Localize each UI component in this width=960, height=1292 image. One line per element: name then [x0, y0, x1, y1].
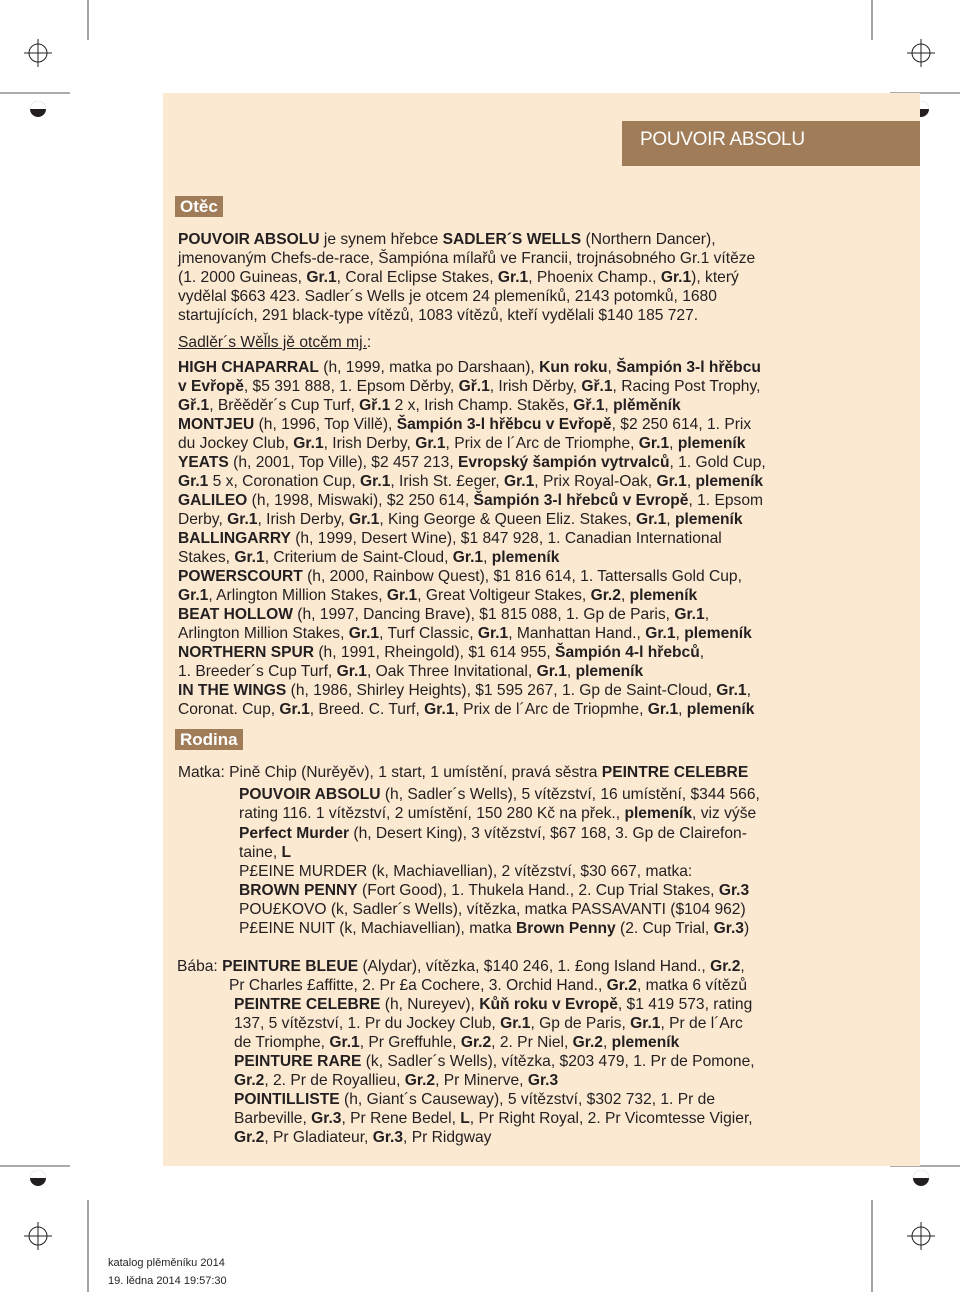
sire-intro-text: jmenovaným Chefs-de-race, Šampióna mílařů ve Francii, trojnásobného Gr.1 vítěze [178, 250, 756, 267]
granddam-line-text: , 2. Pr de Royallieu, [264, 1072, 405, 1089]
sire-progeny-text: BALLINGARRY [178, 530, 291, 547]
granddam-line-text: L [460, 1110, 470, 1127]
registration-mark-top-right [907, 39, 935, 67]
sire-progeny-text: , [669, 435, 678, 452]
sire-progeny-text: , [604, 397, 614, 414]
sire-progeny-text: plemeník [674, 511, 743, 528]
sire-sub-heading [178, 333, 371, 352]
granddam-line-text: PEINTURE RARE [234, 1053, 362, 1070]
sire-progeny-text: YEATS [178, 454, 229, 471]
granddam-line-line [234, 1033, 679, 1052]
sire-progeny-text: (h, 1998, Miswaki), $2 250 614, [247, 492, 474, 509]
sire-progeny-text: Derby, [178, 511, 228, 528]
sire-progeny-text: Gř.1 [573, 397, 605, 414]
sire-progeny-text: , Breed. C. Turf, [309, 701, 425, 718]
granddam-line-text: POINTILLISTE [234, 1091, 340, 1108]
sire-progeny-text: , Manhattan Hand., [508, 625, 646, 642]
sire-intro-text: SADLER´S WELLS [442, 231, 582, 248]
dam-line-text: plemeník [624, 805, 693, 822]
sire-progeny-text: Gr.1 [656, 473, 687, 490]
sire-intro-text: , Coral Eclipse Stakes, [336, 269, 498, 286]
sire-progeny-text: Gr.1 [638, 435, 670, 452]
granddam-line-text: Pr Charles £affitte, 2. Pr £a Cochere, 3. Orchid Hand., [229, 977, 607, 994]
sire-progeny-text: BEAT HOLLOW [178, 606, 293, 623]
sire-progeny-text: Gr.1 [536, 663, 567, 680]
granddam-line-line [234, 1109, 753, 1128]
granddam-line-line [234, 1090, 715, 1109]
page-title: POUVOIR ABSOLU [640, 129, 805, 150]
sire-progeny-text: , Criterium de Saint-Cloud, [264, 549, 453, 566]
dam-line-line [239, 919, 749, 938]
sire-intro-text: startujících, 291 black-type vítězů, 1083 vítězů, kteří vydělali $140 185 727. [178, 307, 699, 324]
granddam-line-text: Gr.1 [500, 1015, 531, 1032]
granddam-line-text: , Pr Rene Bedel, [341, 1110, 461, 1127]
sire-progeny-text: , Prix de l´Arc de Triopmhe, [454, 701, 648, 718]
sire-progeny-line [178, 377, 760, 396]
sire-intro-text: (1. 2000 Guineas, [178, 269, 307, 286]
sire-progeny-line [178, 510, 743, 529]
sire-progeny-text: plemeník [686, 701, 755, 718]
sire-progeny-text: , Turf Classic, [379, 625, 478, 642]
dam-line-text: Matka: Pině Chip (Nurěyěv), 1 start, 1 umístění, pravá sěstra [178, 764, 602, 781]
granddam-line-text: Gr.3 [527, 1072, 559, 1089]
sire-progeny-text: Gr.1 [424, 701, 455, 718]
granddam-line-text: Barbeville, [234, 1110, 312, 1127]
sire-progeny-text: Kun roku [539, 359, 608, 376]
dam-line-text: (Fort Good), 1. Thukela Hand., 2. Cup Trial Stakes, [357, 882, 719, 899]
sire-progeny-line [178, 453, 766, 472]
sire-progeny-text: Coronat. Cup, [178, 701, 280, 718]
dam-line-text: Perfect Murder [239, 825, 350, 842]
sire-intro-text: ), který [691, 269, 739, 286]
granddam-line-line [234, 995, 752, 1014]
granddam-line-text: Gr.3 [311, 1110, 342, 1127]
sire-progeny-text: (h, 1986, Shirley Heights), $1 595 267, 1. Gp de Saint-Cloud, [286, 682, 717, 699]
sire-progeny-line [178, 700, 754, 719]
dam-line-line [239, 804, 756, 823]
granddam-line-text: de Triomphe, [234, 1034, 330, 1051]
sire-progeny-text: , [483, 549, 492, 566]
dam-line-text: taine, [239, 844, 282, 861]
granddam-line-text: , Pr Ridgway [403, 1129, 492, 1146]
sire-progeny-text: Šampión 3-l hřěbcu v Evřopě [396, 416, 612, 433]
sire-progeny-text: , Racing Post Trophy, [612, 378, 761, 395]
sire-progeny-text: IN THE WINGS [178, 682, 287, 699]
dam-line-line [239, 785, 760, 804]
granddam-line-text: , Pr Right Royal, 2. Pr Vicomtesse Vigier, [469, 1110, 753, 1127]
sire-progeny-text: , [699, 644, 705, 661]
granddam-line-text: Gr.2 [606, 977, 637, 994]
sire-progeny-line [178, 567, 742, 586]
sire-progeny-text: plemeník [491, 549, 560, 566]
sire-progeny-text: du Jockey Club, [178, 435, 294, 452]
sire-intro-text: (Northern Dancer), [581, 231, 716, 248]
granddam-line-text: , [740, 958, 745, 975]
sire-intro-text: je synem hřebce [319, 231, 443, 248]
sire-progeny-line [178, 548, 559, 567]
sire-progeny-text: Arlington Million Stakes, [178, 625, 349, 642]
granddam-line-text: Gr.2 [404, 1072, 436, 1089]
sire-progeny-line [178, 358, 761, 377]
sire-progeny-text: Gř.1 [359, 397, 391, 414]
sire-intro-text: , Phoenix Champ., [528, 269, 661, 286]
sire-progeny-text: Gr.1 [645, 625, 676, 642]
sire-progeny-text: 5 x, Coronation Cup, [208, 473, 361, 490]
sire-intro-line [178, 287, 717, 306]
sire-progeny-text: , Irish Děrby, [489, 378, 582, 395]
sire-progeny-text: Gr.1 [647, 701, 679, 718]
sire-progeny-text: Gr.1 [348, 625, 380, 642]
sire-intro-text: Gr.1 [306, 269, 337, 286]
sire-sub-heading-colon: : [366, 334, 372, 351]
sire-progeny-text: Gr.1 [452, 549, 484, 566]
sire-progeny-text: Gr.1 [336, 663, 367, 680]
sire-progeny-text: (h, 1999, matka po Darshaan), [318, 359, 540, 376]
dam-line-line [239, 824, 747, 843]
granddam-line-text: , Gp de Paris, [530, 1015, 631, 1032]
dam-line-text: POU£KOVO (k, Sadler´s Wells), vítězka, matka PASSAVANTI ($104 962) [239, 901, 746, 918]
sire-progeny-text: , [675, 625, 685, 642]
sire-progeny-text: , [704, 606, 710, 623]
sire-progeny-line [178, 605, 709, 624]
registration-mark-bottom-left [24, 1222, 52, 1250]
granddam-line-text: (k, Sadler´s Wells), vítězka, $203 479, 1. Pr de Pomone, [361, 1053, 755, 1070]
sire-progeny-text: Gr.1 [234, 549, 265, 566]
granddam-line-text: , $1 419 573, rating [617, 996, 753, 1013]
sire-progeny-text: plemeník [629, 587, 698, 604]
dam-line-text: BROWN PENNY [239, 882, 358, 899]
sire-progeny-text: , Arlington Million Stakes, [208, 587, 387, 604]
sire-progeny-text: HIGH CHAPARRAL [178, 359, 319, 376]
sire-progeny-text: (h, 2001, Top Ville), $2 457 213, [228, 454, 459, 471]
sire-progeny-text: Gr.1 [503, 473, 535, 490]
dam-line-line [239, 862, 692, 881]
section-label-family: Rodina [175, 729, 243, 750]
sire-progeny-text: (h, 2000, Rainbow Quest), $1 816 614, 1. Tattersalls Gold Cup, [302, 568, 742, 585]
sire-progeny-text: , [678, 701, 687, 718]
sire-progeny-text: Gr.2 [590, 587, 621, 604]
sire-progeny-text: , Prix de l´Arc de Triomphe, [445, 435, 639, 452]
sire-progeny-text: (h, 1999, Desert Wine), $1 847 928, 1. Canadian International [290, 530, 722, 547]
sire-progeny-text: Stakes, [178, 549, 235, 566]
sire-progeny-text: Šampión 3-l hřebců v Evropě [473, 492, 689, 509]
granddam-line-text: (Alydar), vítězka, $140 246, 1. £ong Island Hand., [358, 958, 711, 975]
sire-progeny-text: , Prix Royal-Oak, [534, 473, 657, 490]
sire-progeny-line [178, 415, 751, 434]
granddam-line-text: Gr.3 [372, 1129, 404, 1146]
sire-progeny-text: Gr.1 [386, 587, 418, 604]
granddam-line-text: Gr.2 [572, 1034, 603, 1051]
dam-line-line [178, 763, 748, 782]
sire-progeny-text: POWERSCOURT [178, 568, 303, 585]
sire-sub-heading-text: Sadlěr´s Wěl̆ls jě otcěm mj. [178, 334, 367, 351]
granddam-line-text: , Pr de l´Arc [660, 1015, 743, 1032]
sire-progeny-text: Gr.1 [349, 511, 380, 528]
sire-progeny-text: , Irish Derby, [323, 435, 416, 452]
sire-progeny-line [178, 624, 752, 643]
dam-line-text: P£EINE MURDER (k, Machiavellian), 2 vítězství, $30 667, matka: [239, 863, 693, 880]
sire-progeny-line [178, 472, 763, 491]
sire-intro-line [178, 249, 755, 268]
sire-intro-line [178, 306, 698, 325]
granddam-line-text: Bába: [177, 958, 223, 975]
granddam-line-text: , Pr Gladiateur, [264, 1129, 373, 1146]
sire-progeny-line [178, 434, 745, 453]
sire-progeny-text: Gr.1 [674, 606, 705, 623]
sire-intro-line [178, 230, 716, 249]
sire-progeny-text: Gr.1 [178, 473, 209, 490]
sire-intro-text: vydělal $663 423. Sadler´s Wells je otcem 24 plemeníků, 2143 potomků, 1680 [178, 288, 717, 305]
sire-progeny-text: , $5 391 888, 1. Epsom Děrby, [243, 378, 459, 395]
granddam-line-text: , 2. Pr Niel, [491, 1034, 573, 1051]
granddam-line-text: Gr.2 [460, 1034, 492, 1051]
sire-progeny-line [178, 586, 697, 605]
granddam-line-text: Gr.1 [630, 1015, 661, 1032]
sire-progeny-text: Gr.1 [293, 435, 324, 452]
sire-progeny-text: GALILEO [178, 492, 248, 509]
granddam-line-text: Kůň roku v Evropě [479, 996, 618, 1013]
granddam-line-text: , Pr Greffuhle, [359, 1034, 461, 1051]
sire-progeny-line [178, 491, 763, 510]
sire-progeny-text: (h, 1991, Rheingold), $1 614 955, [314, 644, 556, 661]
granddam-line-text: , matka 6 vítězů [636, 977, 748, 994]
sire-progeny-text: Gr.1 [477, 625, 509, 642]
sire-progeny-text: , Great Voltigeur Stakes, [417, 587, 591, 604]
sire-intro-text: Gr.1 [660, 269, 692, 286]
sire-progeny-text: , Irish Derby, [257, 511, 350, 528]
sire-progeny-text: , King George & Queen Eliz. Stakes, [379, 511, 636, 528]
granddam-line-text: PEINTRE CELEBRE [234, 996, 381, 1013]
sire-progeny-text: , [566, 663, 576, 680]
sire-progeny-text: Gr.1 [716, 682, 747, 699]
sire-progeny-text: plemeník [695, 473, 764, 490]
sire-progeny-text: plemeník [677, 435, 746, 452]
granddam-line-text: plemeník [611, 1034, 680, 1051]
granddam-line-text: Gr.2 [710, 958, 741, 975]
granddam-line-line [234, 1052, 755, 1071]
sire-progeny-text: , [666, 511, 675, 528]
sire-progeny-text: 1. Breeder´s Cup Turf, [178, 663, 337, 680]
sire-progeny-text: v Evřopě [178, 378, 244, 395]
granddam-line-text: , Pr Minerve, [435, 1072, 528, 1089]
granddam-line-line [234, 1071, 558, 1090]
sire-progeny-text: Gr.1 [227, 511, 258, 528]
sire-progeny-text: (h, 1997, Dancing Brave), $1 815 088, 1. Gp de Paris, [292, 606, 675, 623]
sire-progeny-text: Gř.1 [581, 378, 613, 395]
sire-progeny-text: Gř.1 [458, 378, 490, 395]
sire-progeny-text: plěměník [613, 397, 681, 414]
dam-line-text: Gr.3 [718, 882, 750, 899]
sire-progeny-text: , Oak Three Invitational, [366, 663, 537, 680]
dam-line-line [239, 900, 746, 919]
dam-line-text: Gr.3 [713, 920, 744, 937]
sire-progeny-line [178, 643, 704, 662]
granddam-line-text: , [602, 1034, 612, 1051]
dam-line-text: L [281, 844, 292, 861]
registration-mark-bottom-right [907, 1222, 935, 1250]
sire-intro-line [178, 268, 739, 287]
sire-progeny-text: Gr.1 [415, 435, 446, 452]
sire-intro-text: POUVOIR ABSOLU [178, 231, 320, 248]
dam-line-text: PEINTRE CELEBRE [601, 764, 749, 781]
dam-line-text: ) [743, 920, 750, 937]
dam-line-text: POUVOIR ABSOLU [239, 786, 381, 803]
dam-line-line [239, 843, 291, 862]
granddam-line-text: Gr.2 [234, 1072, 265, 1089]
sire-progeny-line [178, 681, 751, 700]
registration-mark-top-left [24, 39, 52, 67]
sire-progeny-text: , [686, 473, 696, 490]
sire-progeny-line [178, 396, 681, 415]
sire-progeny-text: Gr.1 [635, 511, 667, 528]
sire-progeny-text: , 1. Epsom [688, 492, 763, 509]
dam-line-line [239, 881, 749, 900]
granddam-line-text: (h, Nureyev), [380, 996, 480, 1013]
sire-progeny-text: Evropský šampión vytrvalců [458, 454, 670, 471]
sire-progeny-text: Šampión 3-l hřěbcu [616, 359, 761, 376]
granddam-line-line [234, 1128, 491, 1147]
footer-catalog: katalog plěměníku 2014 [108, 1257, 225, 1269]
granddam-line-line [229, 976, 747, 995]
dam-line-text: , viz výše [692, 805, 757, 822]
footer-date: 19. lědna 2014 19:57:30 [108, 1275, 227, 1287]
section-label-sire: Otěc [175, 196, 223, 217]
granddam-line-line [177, 957, 745, 976]
sire-progeny-text: , Brěěděr´s Cup Turf, [209, 397, 360, 414]
sire-progeny-text: Gr.1 [279, 701, 310, 718]
granddam-line-text: Gr.1 [329, 1034, 360, 1051]
sire-progeny-text: , [607, 359, 617, 376]
sire-progeny-line [178, 529, 722, 548]
dam-line-text: rating 116. 1 vítězství, 2 umístění, 150 280 Kč na přek., [239, 805, 625, 822]
sire-progeny-text: plemeník [575, 663, 644, 680]
granddam-line-text: Gr.2 [234, 1129, 265, 1146]
sire-progeny-line [178, 662, 643, 681]
sire-progeny-text: , [620, 587, 630, 604]
sire-progeny-text: MONTJEU [178, 416, 255, 433]
sire-progeny-text: Šampión 4-l hřebců [555, 644, 700, 661]
sire-progeny-text: plemeník [684, 625, 752, 642]
granddam-line-text: 137, 5 vítězství, 1. Pr du Jockey Club, [234, 1015, 501, 1032]
sire-progeny-text: , [746, 682, 751, 699]
granddam-line-text: PEINTURE BLEUE [222, 958, 359, 975]
dam-line-text: (h, Sadler´s Wells), 5 vítězství, 16 umístění, $344 566, [380, 786, 760, 803]
dam-line-text: P£EINE NUIT (k, Machiavellian), matka [239, 920, 517, 937]
sire-progeny-text: , 1. Gold Cup, [669, 454, 766, 471]
dam-line-text: Brown Penny [516, 920, 616, 937]
sire-progeny-text: Gr.1 [178, 587, 209, 604]
sire-progeny-text: Gř.1 [178, 397, 210, 414]
sire-progeny-text: NORTHERN SPUR [178, 644, 315, 661]
dam-line-text: (h, Desert King), 3 vítězství, $67 168, 3. Gp de Clairefon- [349, 825, 747, 842]
sire-progeny-text: 2 x, Irish Champ. Stakěs, [390, 397, 574, 414]
sire-progeny-text: , $2 250 614, 1. Prix [611, 416, 752, 433]
sire-progeny-text: , Irish St. £eger, [390, 473, 504, 490]
sire-progeny-text: Gr.1 [360, 473, 391, 490]
sire-progeny-text: (h, 1996, Top Villě), [254, 416, 397, 433]
granddam-line-line [234, 1014, 743, 1033]
sire-intro-text: Gr.1 [497, 269, 529, 286]
granddam-line-text: (h, Giant´s Causeway), 5 vítězství, $302 732, 1. Pr de [339, 1091, 715, 1108]
dam-line-text: (2. Cup Trial, [615, 920, 714, 937]
